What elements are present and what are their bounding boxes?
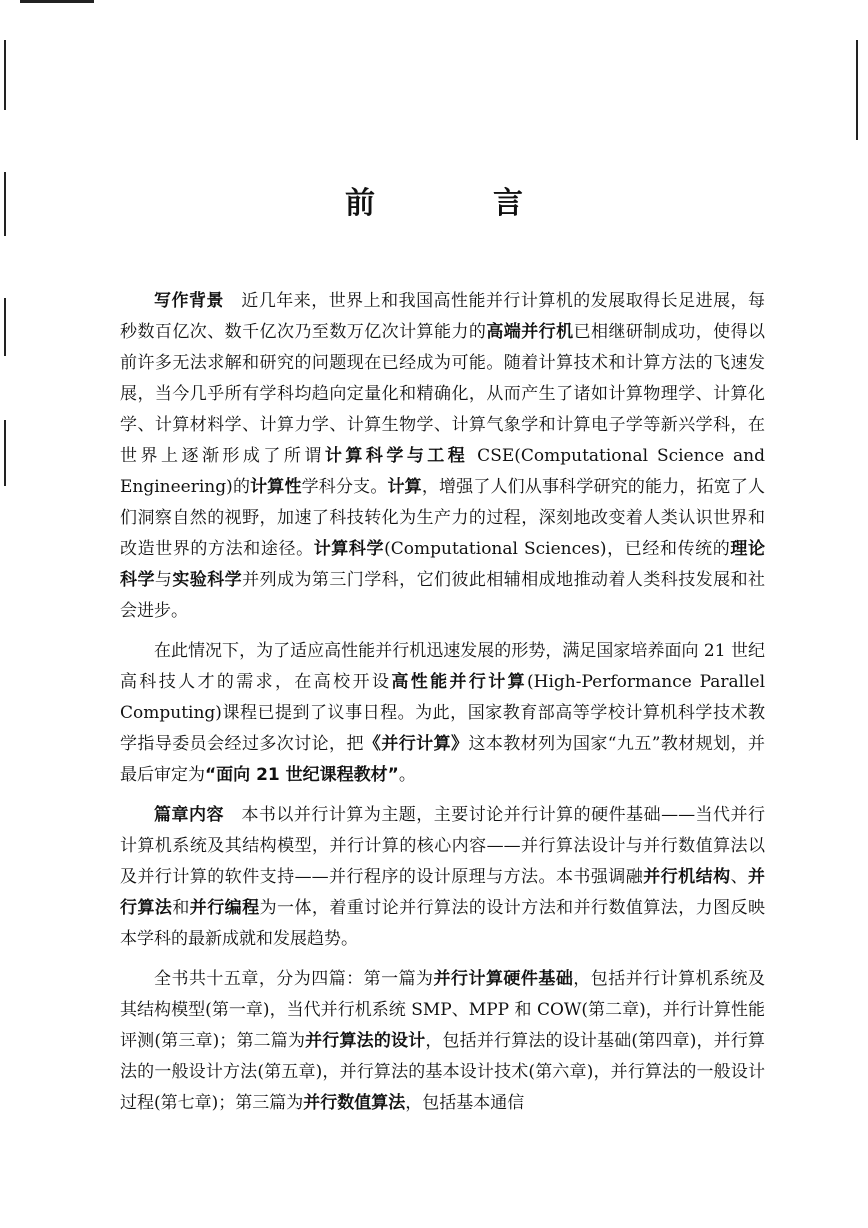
section-lead: 篇章内容 [154,805,224,825]
text-run: 学科分支。 [301,477,388,497]
key-term: 计算 [387,477,422,497]
text-run: 全书共十五章，分为四篇：第一篇为 [154,969,434,989]
key-term: 并行编程 [189,898,260,918]
scan-mark-left-4 [4,420,6,486]
text-run: ，包括基本通信 [405,1093,525,1113]
text-run: ，包括并行计算机系统及其结构模型(第一章)，当代并行机系统 SMP、MPP 和 COW(第二章)，并行计算性能评测(第三章)；第二篇为 [120,969,766,1051]
text-run: (High-Performance Parallel Computing)课程已提到了议事日程。为此，国家教育部高等学校计算机科学技术教学指导委员会经过多次讨论，把 [120,672,766,754]
text-run: 在此情况下，为了适应高性能并行机迅速发展的形势，满足国家培养面向 21 世纪高科技人才的需求，在高校开设 [120,641,765,692]
scan-mark-left-1 [4,40,6,110]
page-title: 前 言 [345,186,567,221]
key-term: 并行数值算法 [303,1093,406,1113]
key-term: 计算科学 [313,539,385,559]
text-run: 近几年来，世界上和我国高性能并行计算机的发展取得长足进展，每秒数百亿次、数千亿次乃至数万亿次计算能力的 [120,291,766,342]
scan-mark-left-3 [4,298,6,356]
key-term: 并行机结构 [643,867,731,887]
paragraph [120,800,765,955]
text-run: 已相继研制成功，使得以前许多无法求解和研究的问题现在已经成为可能。随着计算技术和计算方法的飞速发展，当今几乎所有学科均趋向定量化和精确化，从而产生了诸如计算物理学、计算化学、计算材料学、计算力学、计算生物学、计算气象学和计算电子学等新兴学科，在世界上逐渐形成了所谓 [120,322,766,466]
text-run: 并列成为第三门学科，它们彼此相辅相成地推动着人类科技发展和社会进步。 [120,570,766,621]
text-run: 与 [154,570,173,590]
scan-mark-right [856,40,858,140]
section-lead: 写作背景 [154,291,224,311]
key-term: 并行算法 [120,867,766,918]
text-run: 为一体，着重讨论并行算法的设计方法和并行数值算法，力图反映本学科的最新成就和发展趋势。 [120,898,766,949]
text-run: 本书以并行计算为主题，主要讨论并行计算的硬件基础——当代并行计算机系统及其结构模型，并行计算的核心内容——并行算法设计与并行数值算法以及并行计算的软件支持——并行程序的设计原理与方法。本书强调融 [120,805,766,887]
key-term: 计算科学与工程 [324,446,469,466]
text-run: ，包括并行算法的设计基础(第四章)，并行算法的一般设计方法(第五章)，并行算法的基本设计技术(第六章)，并行算法的一般设计过程(第七章)；第三篇为 [120,1031,766,1113]
key-term: 并行算法的设计 [305,1031,426,1051]
text-run: 和 [172,898,190,918]
text-run: ，增强了人们从事科学研究的能力，拓宽了人们洞察自然的视野，加速了科技转化为生产力的过程，深刻地改变着人类认识世界和改造世界的方法和途径。 [120,477,766,559]
paragraph [120,286,765,627]
paragraph [120,964,765,1119]
text-run: 。 [398,765,416,785]
text-run: (Computational Sciences)，已经和传统的 [384,539,731,559]
key-term: 并行计算硬件基础 [433,969,574,989]
scan-mark-top [20,0,94,3]
key-term: 计算性 [250,477,302,497]
preface-body [120,286,765,1128]
text-run: CSE(Computational Science and Engineering)的 [120,446,766,497]
key-term: “面向 21 世纪课程教材” [205,765,399,785]
paragraph [120,636,765,791]
key-term: 高端并行机 [486,322,574,342]
text-run: 这本教材列为国家“九五”教材规划，并最后审定为 [120,734,765,785]
key-term: 《并行计算》 [363,734,469,754]
key-term: 高性能并行计算 [391,672,528,692]
key-term: 实验科学 [172,570,243,590]
key-term: 理论科学 [120,539,766,590]
text-run: 、 [730,867,749,887]
